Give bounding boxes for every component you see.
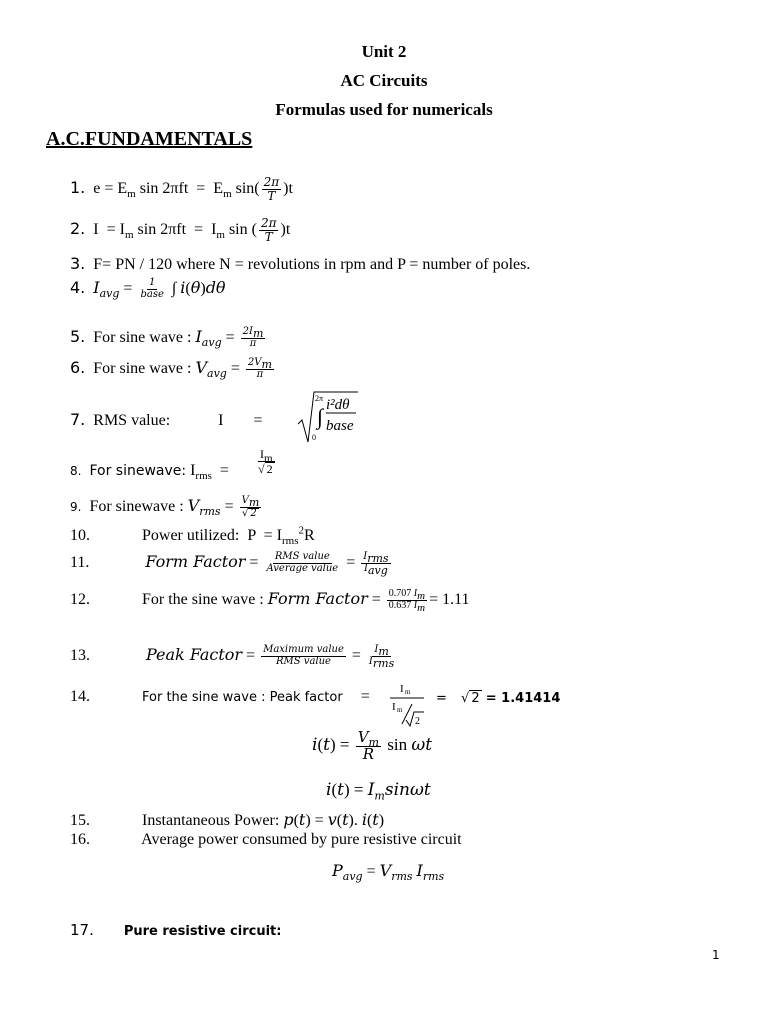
rms-value-text: RMS value xyxy=(274,551,330,563)
subject-heading: AC Circuits xyxy=(340,71,428,90)
svg-text:i²dθ: i²dθ xyxy=(326,397,350,413)
formula-13: 13. Peak Factor = $\frac{\text{Maximum value}}{\text{RMS value}}$ = $\frac{I_m}{I_{rms}}$ xyxy=(70,644,395,670)
item-number: 13. xyxy=(70,647,90,664)
formula-pavg: $P_{avg} = V_{rms}$ $I_{rms}$ xyxy=(332,861,445,884)
item-number: 16. xyxy=(70,831,90,848)
average-value-text: Average value xyxy=(266,562,339,574)
item-number: 7. xyxy=(70,410,86,429)
label: Power utilized: xyxy=(142,527,240,544)
formula-8: 8. For sinewave: $I_{rms}$ = xyxy=(70,462,229,483)
item-number: 14. xyxy=(70,688,90,705)
label: For the sine wave : xyxy=(142,591,264,608)
irms-fraction: $\frac{I_m}{√ 2}$ xyxy=(258,447,273,476)
form-factor-value: 1.11 xyxy=(442,591,470,608)
section-heading: A.C.FUNDAMENTALS xyxy=(46,128,253,150)
formula-17 xyxy=(70,921,281,940)
item-number: 15. xyxy=(70,812,90,829)
formula-12: 12. For the sine wave : Form Factor = $\frac{0.707 I_m}{0.637 I_m}$ = 1.11 xyxy=(70,588,470,614)
formula-16 xyxy=(70,831,462,849)
formula-2: 2. $I = I_m$ $\sin 2\pi ft = I_m$ sin ( $\frac{2\pi}{T}$ )t xyxy=(70,216,291,244)
rms-integral-formula xyxy=(296,388,360,446)
item-number: 12. xyxy=(70,591,90,608)
formula-3 xyxy=(70,254,530,274)
label: Instantaneous Power: xyxy=(142,812,280,829)
form-factor-label: Form Factor xyxy=(145,552,246,571)
peak-factor-label: Peak Factor xyxy=(146,645,243,664)
item-number: 3. xyxy=(70,254,86,273)
label: For sine wave : xyxy=(93,360,192,377)
formula-9: 9. For sinewave : $V_{rms}$ = $\frac{V_m}{√ 2}$ xyxy=(70,495,260,519)
label: For sinewave: xyxy=(89,463,187,479)
svg-text:base: base xyxy=(326,418,354,434)
formula-3-text: F= PN / 120 where N = revolutions in rpm and P = number of poles. xyxy=(93,256,531,273)
formula-10: 10. Power utilized: $P = I_{rms}^2R$ xyxy=(70,524,315,548)
peak-factor-fraction xyxy=(388,680,428,730)
formula-15: 15. Instantaneous Power: p(t) = v(t). i(t) xyxy=(70,810,385,829)
formula-1: 1. $e = E_m$ $\sin 2\pi ft = E_m$ sin( $\frac{2\pi}{T}$ )t xyxy=(70,175,293,203)
label: For sinewave : xyxy=(89,498,184,516)
item-number: 17. xyxy=(70,921,94,939)
item-number: 8. xyxy=(70,464,82,478)
svg-text:I: I xyxy=(392,701,396,713)
label: For sine wave : xyxy=(93,329,192,346)
svg-text:m: m xyxy=(397,706,403,714)
label: RMS value: xyxy=(93,412,171,429)
form-factor-label: Form Factor xyxy=(267,589,368,608)
svg-text:2: 2 xyxy=(415,716,420,727)
sqrt2-value: = 1.41414 xyxy=(485,691,561,706)
item-number: 10. xyxy=(70,527,90,544)
item-number: 11. xyxy=(70,554,90,571)
svg-text:∫: ∫ xyxy=(317,404,324,429)
formula-it-1: i(t) = $\frac{V_m}{R}$ sin ωt xyxy=(312,728,433,763)
svg-text:0: 0 xyxy=(312,433,316,442)
item-number: 6. xyxy=(70,358,86,377)
formula-6: 6. For sine wave : $V_{avg}$ = $\frac{2V_m}{\pi}$ xyxy=(70,357,272,381)
svg-text:2π: 2π xyxy=(315,394,324,403)
label: Average power consumed by pure resistive circuit xyxy=(141,831,462,848)
rms-value-text: RMS value xyxy=(276,655,331,667)
formula-5: 5. For sine wave : $I_{avg}$ = $\frac{2I_m}{\pi}$ xyxy=(70,326,264,350)
formula-11: 11. Form Factor = $\frac{\text{RMS value}}{\text{Average value}}$ = $\frac{I_{rms}}{I_{avg}}$ xyxy=(70,551,389,577)
label: For the sine wave : Peak factor xyxy=(142,690,343,705)
item-number: 4. xyxy=(70,278,86,297)
page-number: 1 xyxy=(712,948,720,962)
item-number: 2. xyxy=(70,218,86,238)
maximum-value-text: Maximum value xyxy=(263,644,344,656)
item-number: 1. xyxy=(70,177,86,197)
svg-text:m: m xyxy=(405,688,411,696)
unit-heading: Unit 2 xyxy=(361,42,407,61)
formula-4: 4. $I_{avg}$ = $\frac{1}{\text{base}}$ ∫ i(θ)dθ xyxy=(70,277,226,301)
label: Pure resistive circuit: xyxy=(123,924,282,939)
formula-7-label: 7. RMS value: I = xyxy=(70,410,263,429)
peak-factor-result: = √ 2 = 1.41414 xyxy=(436,691,561,706)
subtitle-heading: Formulas used for numericals xyxy=(275,100,493,119)
formula-it-2: $i(t) = I_m\sin\omega t$ xyxy=(326,780,431,803)
svg-text:I: I xyxy=(400,683,404,695)
formula-14: 14. For the sine wave : Peak factor = xyxy=(70,688,370,705)
item-number: 5. xyxy=(70,327,86,346)
item-number: 9. xyxy=(70,500,82,515)
